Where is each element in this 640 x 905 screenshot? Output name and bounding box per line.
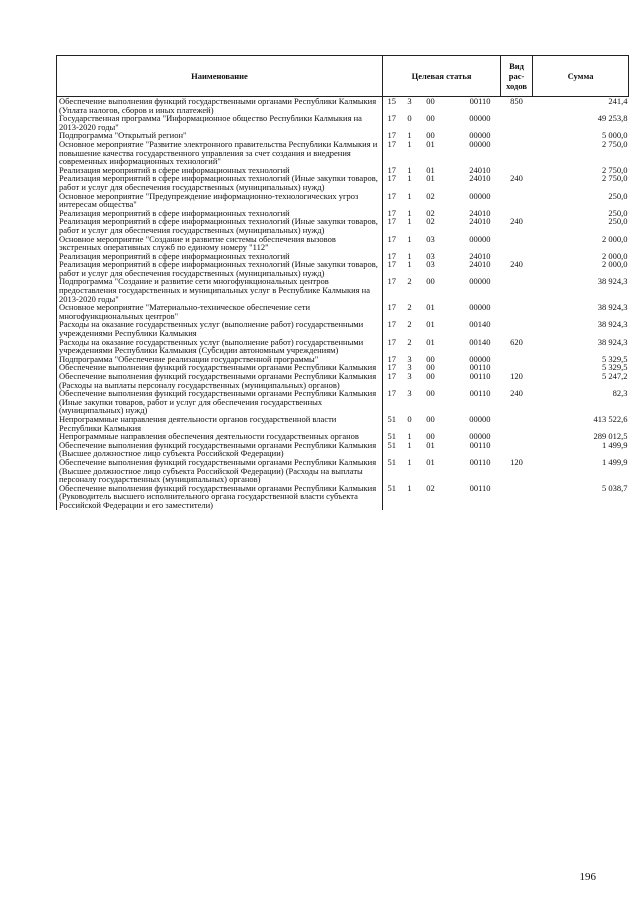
row-sum-cell: 38 924,3 bbox=[597, 336, 628, 347]
table-row bbox=[57, 320, 629, 337]
row-subprogram-code-cell: 1 bbox=[407, 130, 412, 141]
row-program-code-cell: 17 bbox=[383, 209, 401, 218]
row-activity-code-cell: 01 bbox=[426, 302, 435, 313]
row-direction-code-cell: 00000 bbox=[469, 353, 491, 364]
row-subprogram-code-cell: 1 bbox=[407, 259, 412, 270]
row-program-code-cell: 17 bbox=[383, 372, 401, 389]
row-expense-type-cell bbox=[501, 355, 533, 364]
table-row bbox=[57, 114, 629, 131]
row-expense-type-cell bbox=[501, 320, 533, 337]
row-sum-cell: 38 924,3 bbox=[597, 319, 628, 330]
row-program-code-cell: 17 bbox=[383, 252, 401, 261]
row-subprogram-code-cell: 1 bbox=[407, 138, 412, 149]
row-subprogram-code-cell: 1 bbox=[407, 164, 412, 175]
row-expense-type-cell: 240 bbox=[510, 216, 523, 227]
table-row bbox=[57, 235, 629, 252]
row-direction-code-cell: 24010 bbox=[469, 207, 491, 218]
row-subprogram-code-cell: 1 bbox=[407, 482, 412, 493]
row-direction-code-cell: 00110 bbox=[469, 482, 491, 493]
row-sum-cell: 2 750,0 bbox=[602, 173, 628, 184]
table-row bbox=[57, 372, 629, 389]
row-expense-type-cell bbox=[501, 303, 533, 320]
row-program-code-cell: 51 bbox=[383, 432, 401, 441]
row-direction-code-cell: 00000 bbox=[469, 130, 491, 141]
row-expense-type-cell bbox=[501, 484, 533, 510]
row-direction-code-cell: 00110 bbox=[469, 388, 491, 399]
row-name-cell: Реализация мероприятий в сфере информационных технологий bbox=[57, 252, 383, 261]
row-activity-code-cell: 02 bbox=[426, 482, 435, 493]
row-subprogram-code-cell: 3 bbox=[407, 362, 412, 373]
row-activity-code-cell: 03 bbox=[426, 233, 435, 244]
row-sum-cell: 1 499,9 bbox=[602, 456, 628, 467]
row-activity-code-cell: 01 bbox=[426, 173, 435, 184]
row-name-cell: Реализация мероприятий в сфере информационных технологий (Иные закупки товаров, работ и услуг для обеспечения государственных (муниципальных) нужд) bbox=[57, 217, 383, 234]
row-expense-type-cell: 850 bbox=[510, 96, 523, 106]
row-direction-code-cell: 24010 bbox=[469, 173, 491, 184]
row-sum-cell: 5 038,7 bbox=[602, 482, 628, 493]
row-subprogram-code-cell: 1 bbox=[407, 173, 412, 184]
row-name-cell: Основное мероприятие "Предупреждение информационно-технологических угроз интересам общества" bbox=[57, 192, 383, 209]
row-subprogram-code-cell: 0 bbox=[407, 113, 412, 124]
row-program-code-cell: 15 bbox=[383, 97, 401, 115]
table-row bbox=[57, 484, 629, 510]
row-activity-code-cell: 00 bbox=[426, 113, 435, 124]
row-sum-cell: 413 522,6 bbox=[593, 413, 628, 424]
row-program-code-cell: 17 bbox=[383, 192, 401, 209]
row-sum-cell: 1 499,9 bbox=[602, 439, 628, 450]
row-program-code-cell: 17 bbox=[383, 363, 401, 372]
row-name-cell: Обеспечение выполнения функций государственными органами Республики Калмыкия (Высшее должностное лицо субъекта Российской Федерации) (Расходы на выплаты персоналу государственных (муниципальных) органов) bbox=[57, 458, 383, 484]
row-name-cell: Реализация мероприятий в сфере информационных технологий (Иные закупки товаров, работ и услуг для обеспечения государственных (муниципальных) нужд) bbox=[57, 174, 383, 191]
table-body bbox=[57, 97, 629, 510]
table-row bbox=[57, 338, 629, 355]
row-program-code-cell: 17 bbox=[383, 114, 401, 131]
row-subprogram-code-cell: 2 bbox=[407, 302, 412, 313]
row-direction-code-cell: 00000 bbox=[469, 138, 491, 149]
row-name-cell: Основное мероприятие "Создание и развитие системы обеспечения вызовов экстренных оперативных служб по единому номеру "112" bbox=[57, 235, 383, 252]
row-expense-type-cell bbox=[501, 192, 533, 209]
row-sum-cell: 241,4 bbox=[608, 96, 628, 106]
row-sum-cell: 250,0 bbox=[608, 190, 628, 201]
row-expense-type-cell bbox=[501, 277, 533, 303]
row-direction-code-cell: 00000 bbox=[469, 276, 491, 287]
row-activity-code-cell: 00 bbox=[426, 130, 435, 141]
row-direction-code-cell: 00000 bbox=[469, 302, 491, 313]
row-subprogram-code-cell: 1 bbox=[407, 439, 412, 450]
row-sum-cell: 5 329,5 bbox=[602, 362, 628, 373]
row-name-cell: Реализация мероприятий в сфере информационных технологий bbox=[57, 209, 383, 218]
row-sum-cell: 289 012,5 bbox=[593, 431, 628, 442]
row-name-cell: Непрограммные направления обеспечения деятельности государственных органов bbox=[57, 432, 383, 441]
row-sum-cell: 2 000,0 bbox=[602, 250, 628, 261]
row-direction-code-cell: 00110 bbox=[469, 456, 491, 467]
row-expense-type-cell: 120 bbox=[510, 456, 523, 467]
row-expense-type-cell bbox=[501, 441, 533, 458]
row-activity-code-cell: 00 bbox=[426, 362, 435, 373]
row-direction-code-cell: 00110 bbox=[469, 96, 491, 106]
row-subprogram-code-cell: 2 bbox=[407, 336, 412, 347]
row-program-code-cell: 17 bbox=[383, 235, 401, 252]
row-direction-code-cell: 00000 bbox=[469, 413, 491, 424]
row-sum-cell: 49 253,8 bbox=[597, 113, 628, 124]
row-sum-cell: 2 750,0 bbox=[602, 164, 628, 175]
row-name-cell: Государственная программа "Информационное общество Республики Калмыкия на 2013-2020 годы" bbox=[57, 114, 383, 131]
row-program-code-cell: 17 bbox=[383, 277, 401, 303]
row-sum-cell: 2 000,0 bbox=[602, 233, 628, 244]
row-sum-cell: 5 329,5 bbox=[602, 353, 628, 364]
row-subprogram-code-cell: 1 bbox=[407, 190, 412, 201]
row-subprogram-code-cell: 1 bbox=[407, 250, 412, 261]
row-activity-code-cell: 01 bbox=[426, 138, 435, 149]
row-activity-code-cell: 02 bbox=[426, 190, 435, 201]
row-direction-code-cell: 00000 bbox=[469, 431, 491, 442]
row-expense-type-cell: 240 bbox=[510, 259, 523, 270]
row-activity-code-cell: 02 bbox=[426, 216, 435, 227]
row-expense-type-cell bbox=[501, 131, 533, 140]
row-name-cell: Обеспечение выполнения функций государственными органами Республики Калмыкия bbox=[57, 363, 383, 372]
row-sum-cell: 250,0 bbox=[608, 216, 628, 227]
row-expense-type-cell: 240 bbox=[510, 388, 523, 399]
row-subprogram-code-cell: 2 bbox=[407, 276, 412, 287]
row-program-code-cell: 17 bbox=[383, 260, 401, 277]
row-subprogram-code-cell: 3 bbox=[407, 353, 412, 364]
row-program-code-cell: 51 bbox=[383, 441, 401, 458]
row-expense-type-cell: 120 bbox=[510, 371, 523, 381]
row-sum-cell: 38 924,3 bbox=[597, 276, 628, 287]
row-direction-code-cell: 24010 bbox=[469, 259, 491, 270]
row-program-code-cell: 51 bbox=[383, 484, 401, 510]
row-subprogram-code-cell: 3 bbox=[407, 96, 412, 106]
row-program-code-cell: 51 bbox=[383, 458, 401, 484]
row-name-cell: Обеспечение выполнения функций государственными органами Республики Калмыкия (Уплата налогов, сборов и иных платежей) bbox=[57, 97, 383, 115]
row-subprogram-code-cell: 1 bbox=[407, 207, 412, 218]
row-direction-code-cell: 00140 bbox=[469, 319, 491, 330]
row-name-cell: Обеспечение выполнения функций государственными органами Республики Калмыкия (Руководитель высшего исполнительного органа государственной власти субъекта Российской Федерации и его заместители) bbox=[57, 484, 383, 510]
row-subprogram-code-cell: 1 bbox=[407, 233, 412, 244]
table-row bbox=[57, 260, 629, 277]
budget-table-page bbox=[56, 55, 628, 510]
table-row bbox=[57, 303, 629, 320]
row-name-cell: Подпрограмма "Создание и развитие сети многофункциональных центров предоставления государственных и муниципальных услуг в Республике Калмыкия на 2013-2020 годы" bbox=[57, 277, 383, 303]
row-activity-code-cell: 01 bbox=[426, 164, 435, 175]
row-activity-code-cell: 03 bbox=[426, 250, 435, 261]
row-direction-code-cell: 24010 bbox=[469, 164, 491, 175]
row-direction-code-cell: 00000 bbox=[469, 233, 491, 244]
row-name-cell: Подпрограмма "Открытый регион" bbox=[57, 131, 383, 140]
row-expense-type-cell: 620 bbox=[510, 336, 523, 347]
row-name-cell: Основное мероприятие "Развитие электронного правительства Республики Калмыкия и повышение качества государственного управления за счет создания и внедрения современных информационных технологий" bbox=[57, 140, 383, 166]
table-row bbox=[57, 441, 629, 458]
row-activity-code-cell: 01 bbox=[426, 319, 435, 330]
table-row bbox=[57, 217, 629, 234]
row-direction-code-cell: 00110 bbox=[469, 371, 491, 381]
row-sum-cell: 2 750,0 bbox=[602, 138, 628, 149]
row-subprogram-code-cell: 1 bbox=[407, 431, 412, 442]
row-program-code-cell: 17 bbox=[383, 303, 401, 320]
row-name-cell: Реализация мероприятий в сфере информационных технологий (Иные закупки товаров, работ и услуг для обеспечения государственных (муниципальных) нужд) bbox=[57, 260, 383, 277]
table-row bbox=[57, 97, 629, 115]
page-number: 196 bbox=[579, 871, 596, 883]
row-program-code-cell: 17 bbox=[383, 166, 401, 175]
row-expense-type-cell: 240 bbox=[510, 173, 523, 184]
row-subprogram-code-cell: 3 bbox=[407, 388, 412, 399]
row-subprogram-code-cell: 1 bbox=[407, 216, 412, 227]
row-program-code-cell: 17 bbox=[383, 338, 401, 355]
row-name-cell: Подпрограмма "Обеспечение реализации государственной программы" bbox=[57, 355, 383, 364]
table-row bbox=[57, 389, 629, 415]
row-expense-type-cell bbox=[501, 235, 533, 252]
row-direction-code-cell: 00000 bbox=[469, 113, 491, 124]
row-direction-code-cell: 24010 bbox=[469, 216, 491, 227]
row-program-code-cell: 17 bbox=[383, 174, 401, 191]
row-program-code-cell: 17 bbox=[383, 355, 401, 364]
row-program-code-cell: 17 bbox=[383, 320, 401, 337]
row-activity-code-cell: 00 bbox=[426, 431, 435, 442]
row-name-cell: Обеспечение выполнения функций государственными органами Республики Калмыкия (Иные закупки товаров, работ и услуг для обеспечения государственных (муниципальных) нужд) bbox=[57, 389, 383, 415]
row-sum-cell: 2 000,0 bbox=[602, 259, 628, 270]
row-sum-cell: 250,0 bbox=[608, 207, 628, 218]
table-row bbox=[57, 140, 629, 166]
row-name-cell: Обеспечение выполнения функций государственными органами Республики Калмыкия (Расходы на выплаты персоналу государственных (муниципальных) органов) bbox=[57, 372, 383, 389]
row-name-cell: Реализация мероприятий в сфере информационных технологий bbox=[57, 166, 383, 175]
table-row bbox=[57, 192, 629, 209]
row-direction-code-cell: 00110 bbox=[469, 439, 491, 450]
row-subprogram-code-cell: 1 bbox=[407, 456, 412, 467]
table-row bbox=[57, 458, 629, 484]
header-name: Наименование bbox=[57, 56, 383, 97]
row-direction-code-cell: 24010 bbox=[469, 250, 491, 261]
header-expense-type: Вид рас-ходов bbox=[501, 56, 533, 97]
row-program-code-cell: 17 bbox=[383, 389, 401, 415]
row-activity-code-cell: 00 bbox=[426, 388, 435, 399]
row-activity-code-cell: 01 bbox=[426, 456, 435, 467]
row-program-code-cell: 51 bbox=[383, 415, 401, 432]
row-direction-code-cell: 00110 bbox=[469, 362, 491, 373]
row-activity-code-cell: 01 bbox=[426, 439, 435, 450]
row-activity-code-cell: 00 bbox=[426, 413, 435, 424]
row-expense-type-cell bbox=[501, 114, 533, 131]
row-activity-code-cell: 00 bbox=[426, 353, 435, 364]
row-sum-cell: 5 000,0 bbox=[602, 130, 628, 141]
header-target-article: Целевая статья bbox=[383, 56, 501, 97]
row-activity-code-cell: 00 bbox=[426, 276, 435, 287]
row-activity-code-cell: 00 bbox=[426, 96, 435, 106]
row-direction-code-cell: 00140 bbox=[469, 336, 491, 347]
row-sum-cell: 5 247,2 bbox=[602, 371, 628, 381]
row-name-cell: Расходы на оказание государственных услуг (выполнение работ) государственными учреждениями Республики Калмыкия bbox=[57, 320, 383, 337]
budget-table bbox=[56, 55, 629, 510]
row-expense-type-cell bbox=[501, 415, 533, 432]
row-activity-code-cell: 00 bbox=[426, 371, 435, 381]
row-sum-cell: 82,3 bbox=[612, 388, 628, 399]
header-sum: Сумма bbox=[533, 56, 629, 97]
table-row bbox=[57, 415, 629, 432]
row-name-cell: Расходы на оказание государственных услуг (выполнение работ) государственными учреждениями Республики Калмыкия (Субсидии автономным учреждениям) bbox=[57, 338, 383, 355]
row-activity-code-cell: 03 bbox=[426, 259, 435, 270]
row-program-code-cell: 17 bbox=[383, 217, 401, 234]
table-row bbox=[57, 277, 629, 303]
table-header-row bbox=[57, 56, 629, 97]
row-subprogram-code-cell: 2 bbox=[407, 319, 412, 330]
row-program-code-cell: 17 bbox=[383, 140, 401, 166]
row-expense-type-cell bbox=[501, 432, 533, 441]
table-row bbox=[57, 174, 629, 191]
row-expense-type-cell bbox=[501, 140, 533, 166]
row-activity-code-cell: 01 bbox=[426, 336, 435, 347]
row-program-code-cell: 17 bbox=[383, 131, 401, 140]
row-name-cell: Обеспечение выполнения функций государственными органами Республики Калмыкия (Высшее должностное лицо субъекта Российской Федерации) bbox=[57, 441, 383, 458]
row-direction-code-cell: 00000 bbox=[469, 190, 491, 201]
row-name-cell: Основное мероприятие "Материально-техническое обеспечение сети многофункциональных центров" bbox=[57, 303, 383, 320]
row-sum-cell: 38 924,3 bbox=[597, 302, 628, 313]
row-subprogram-code-cell: 0 bbox=[407, 413, 412, 424]
row-name-cell: Непрограммные направления деятельности органов государственной власти Республики Калмыкия bbox=[57, 415, 383, 432]
row-subprogram-code-cell: 3 bbox=[407, 371, 412, 381]
row-activity-code-cell: 02 bbox=[426, 207, 435, 218]
